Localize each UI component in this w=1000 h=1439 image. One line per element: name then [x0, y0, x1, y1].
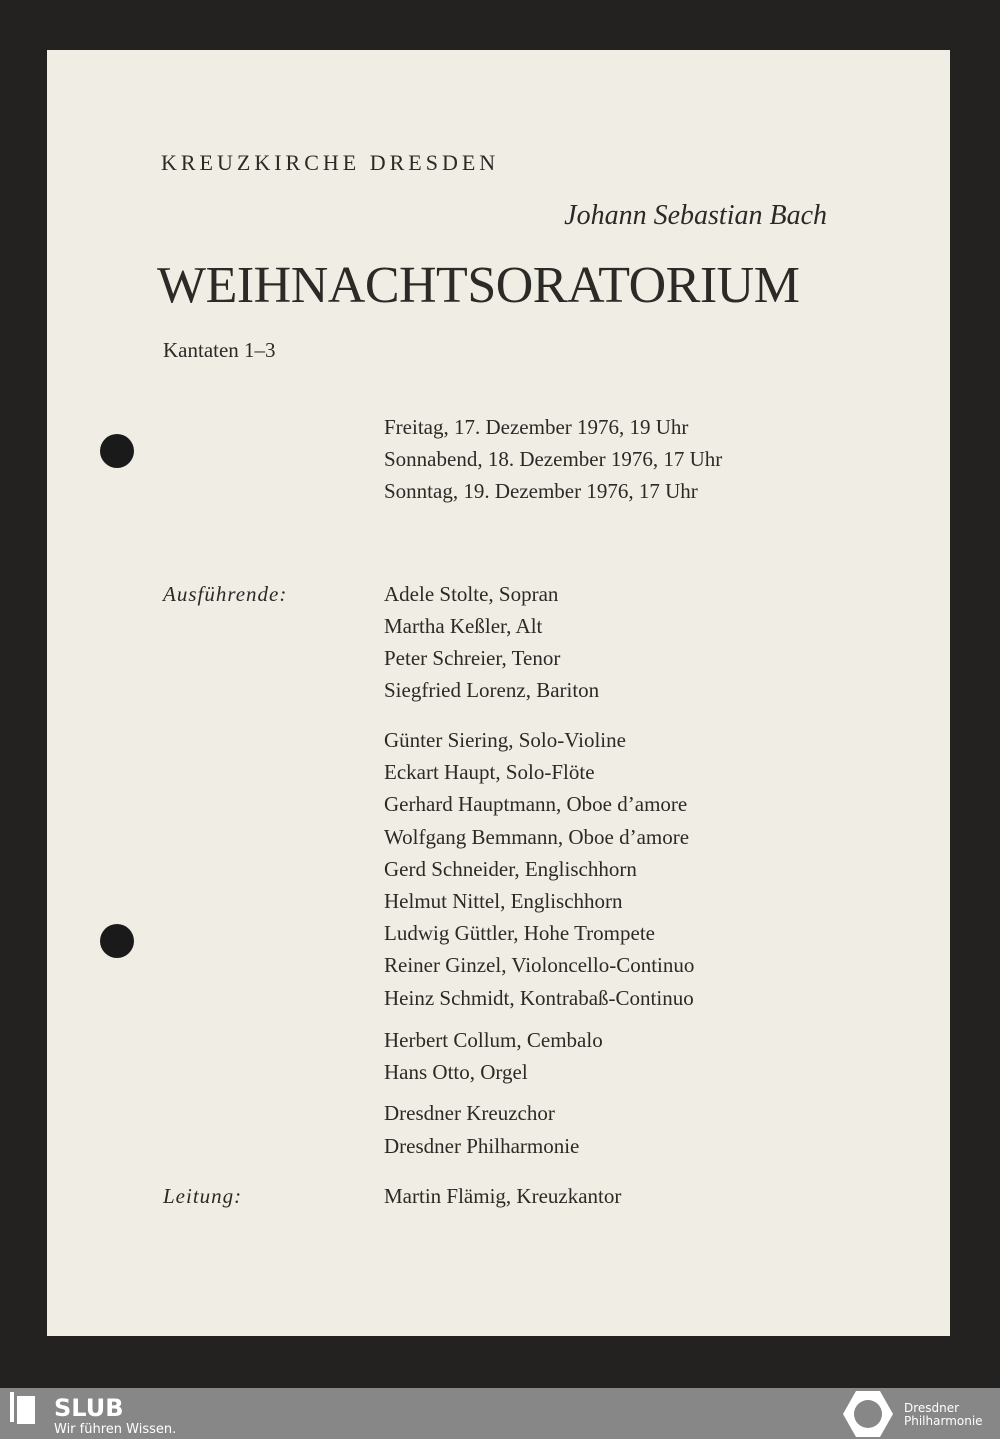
performer: Günter Siering, Solo-Violine: [384, 728, 626, 752]
date-line: Freitag, 17. Dezember 1976, 19 Uhr: [384, 415, 689, 439]
title: WEIHNACHTSORATORIUM: [157, 257, 800, 314]
performer: Dresdner Philharmonie: [384, 1134, 580, 1158]
partner-name: [904, 1402, 983, 1428]
date-line: Sonnabend, 18. Dezember 1976, 17 Uhr: [384, 447, 723, 471]
performer: Gerhard Hauptmann, Oboe d’amore: [384, 792, 688, 816]
slub-book-icon: [8, 1392, 38, 1424]
slub-tagline: Wir führen Wissen.: [54, 1422, 177, 1437]
performer: Eckart Haupt, Solo-Flöte: [384, 760, 595, 784]
philharmonie-logo-icon: [842, 1390, 894, 1438]
performer: Hans Otto, Orgel: [384, 1060, 528, 1084]
performer: Heinz Schmidt, Kontrabaß-Continuo: [384, 986, 694, 1010]
subtitle: Kantaten 1–3: [163, 338, 276, 362]
venue: KREUZKIRCHE DRESDEN: [161, 150, 500, 175]
conductor-label: Leitung:: [163, 1184, 243, 1208]
performer: Reiner Ginzel, Violoncello-Continuo: [384, 953, 695, 977]
footer-bar: [0, 1388, 1000, 1439]
slub-logo-text: SLUB: [54, 1394, 124, 1422]
performer: Adele Stolte, Sopran: [384, 582, 559, 606]
performer: Herbert Collum, Cembalo: [384, 1028, 603, 1052]
partner-line: Dresdner: [904, 1401, 960, 1415]
performer: Peter Schreier, Tenor: [384, 646, 561, 670]
date-line: Sonntag, 19. Dezember 1976, 17 Uhr: [384, 479, 698, 503]
performer: Ludwig Güttler, Hohe Trompete: [384, 921, 655, 945]
performer: Siegfried Lorenz, Bariton: [384, 678, 600, 702]
partner-line: Philharmonie: [904, 1414, 983, 1428]
performer: Martha Keßler, Alt: [384, 614, 543, 638]
composer: Johann Sebastian Bach: [564, 200, 827, 231]
punch-hole: [100, 434, 134, 468]
performer: Helmut Nittel, Englischhorn: [384, 889, 623, 913]
punch-hole: [100, 924, 134, 958]
performer: Wolfgang Bemmann, Oboe d’amore: [384, 825, 690, 849]
conductor: Martin Flämig, Kreuzkantor: [384, 1184, 622, 1208]
performer: Gerd Schneider, Englischhorn: [384, 857, 637, 881]
performers-label: Ausführende:: [163, 582, 288, 606]
performer: Dresdner Kreuzchor: [384, 1101, 555, 1125]
